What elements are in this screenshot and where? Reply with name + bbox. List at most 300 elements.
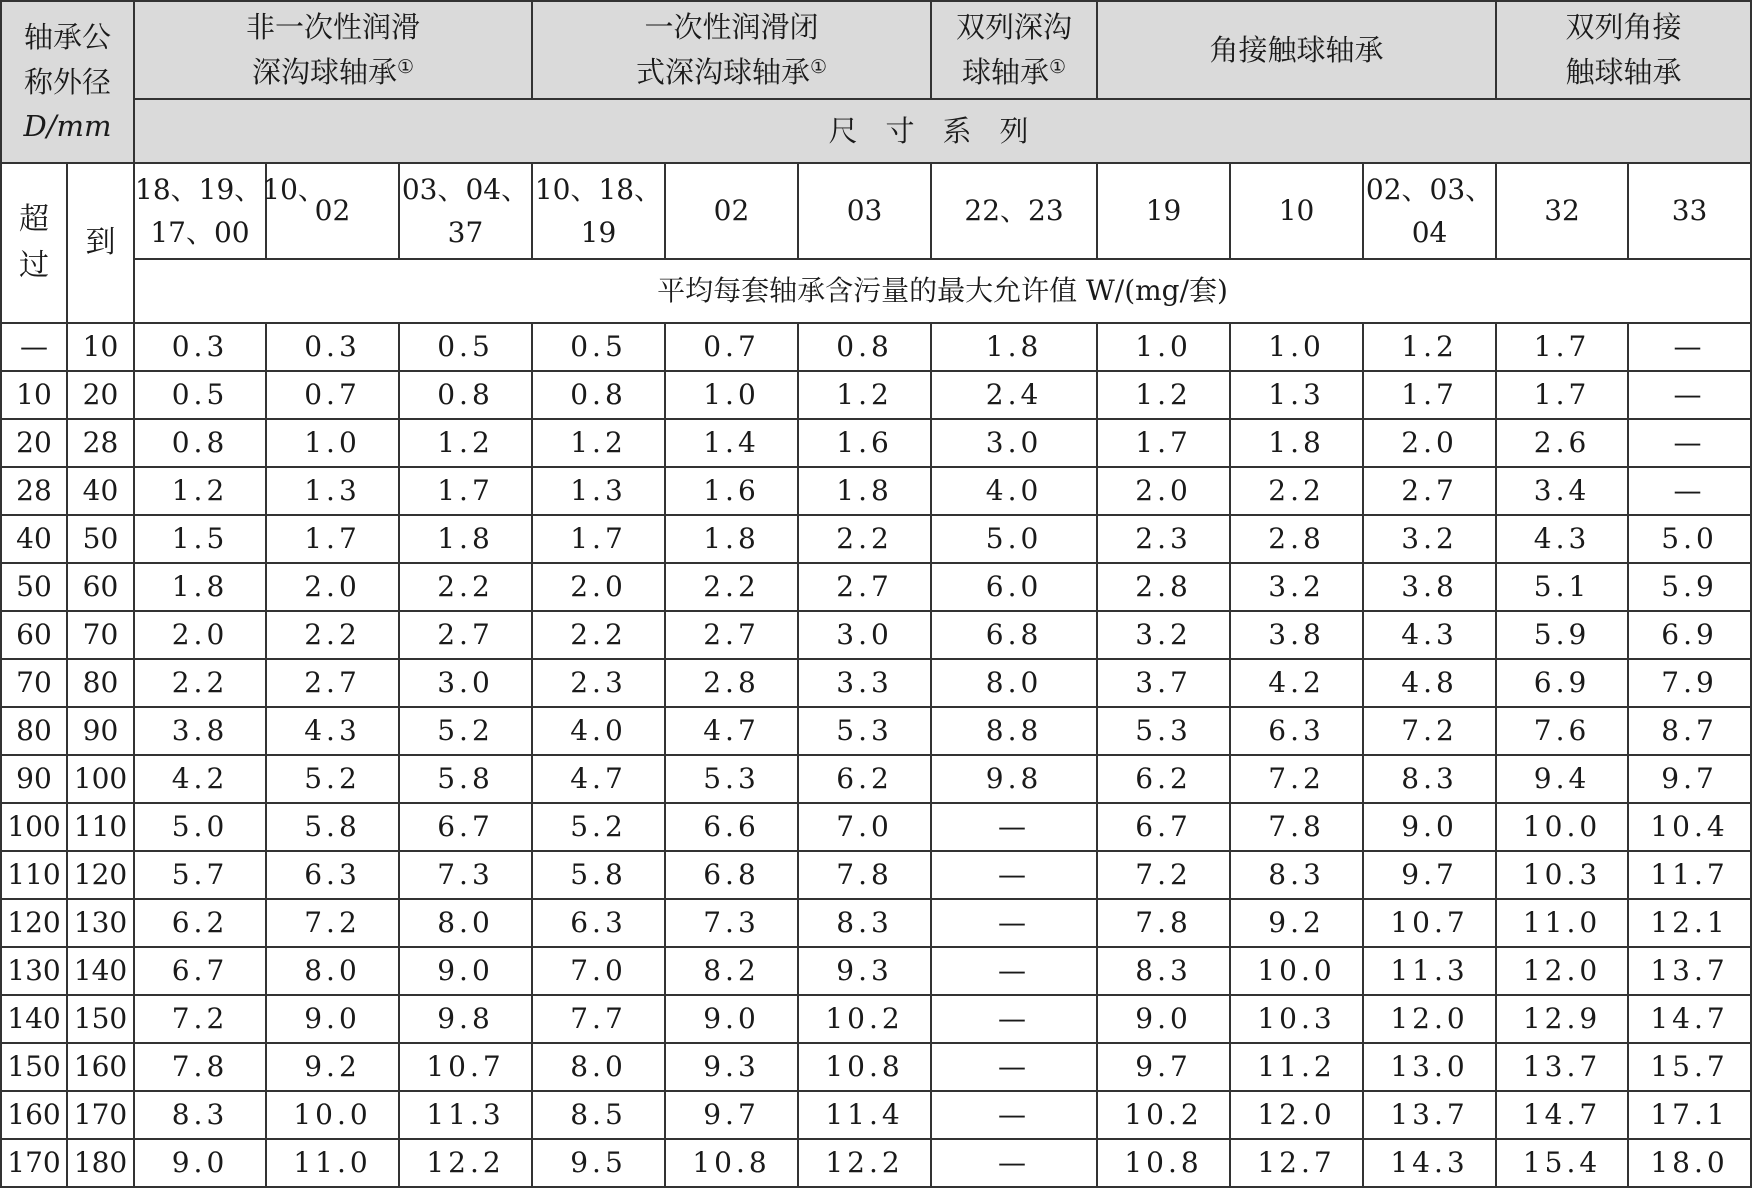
range-from-cell: 20 bbox=[1, 419, 67, 467]
series-header-line: 33 bbox=[1671, 194, 1708, 228]
range-from-label-char: 过 bbox=[19, 248, 49, 283]
value-cell: 10.3 bbox=[1230, 995, 1363, 1043]
value-cell: 3.8 bbox=[134, 707, 266, 755]
group-header-text: 式深沟球轴承 bbox=[635, 55, 810, 89]
value-cell: 9.8 bbox=[399, 995, 532, 1043]
value-cell: 10.2 bbox=[1097, 1091, 1230, 1139]
series-header-cell bbox=[1097, 163, 1230, 259]
value-cell: 2.0 bbox=[134, 611, 266, 659]
range-to-cell: 130 bbox=[67, 899, 134, 947]
range-to-cell: 90 bbox=[67, 707, 134, 755]
value-cell: 9.7 bbox=[1628, 755, 1751, 803]
value-cell: 9.0 bbox=[1363, 803, 1496, 851]
range-from-cell: 160 bbox=[1, 1091, 67, 1139]
value-cell: 7.9 bbox=[1628, 659, 1751, 707]
value-cell: 1.3 bbox=[532, 467, 665, 515]
value-cell: 1.2 bbox=[532, 419, 665, 467]
range-from-cell: 60 bbox=[1, 611, 67, 659]
value-cell: 6.3 bbox=[532, 899, 665, 947]
value-cell: 1.2 bbox=[399, 419, 532, 467]
range-to-cell: 28 bbox=[67, 419, 134, 467]
value-cell: — bbox=[931, 1091, 1097, 1139]
table-row bbox=[1, 659, 1751, 707]
value-cell: 7.8 bbox=[1230, 803, 1363, 851]
value-cell: 9.3 bbox=[665, 1043, 798, 1091]
value-cell: 2.2 bbox=[134, 659, 266, 707]
value-cell: 1.8 bbox=[665, 515, 798, 563]
value-cell: 11.3 bbox=[1363, 947, 1496, 995]
corner-header-cell bbox=[1, 1, 134, 163]
value-cell: 2.0 bbox=[266, 563, 399, 611]
table-body bbox=[1, 1, 1751, 1187]
value-cell: 1.0 bbox=[266, 419, 399, 467]
series-header-line: 03、04、 bbox=[401, 172, 530, 206]
value-cell: 6.8 bbox=[665, 851, 798, 899]
value-cell: 0.8 bbox=[532, 371, 665, 419]
value-cell: — bbox=[1628, 371, 1751, 419]
range-from-cell: 120 bbox=[1, 899, 67, 947]
table-row bbox=[1, 611, 1751, 659]
value-cell: 9.2 bbox=[1230, 899, 1363, 947]
series-header-line: 02 bbox=[314, 194, 351, 228]
value-cell: 3.4 bbox=[1496, 467, 1628, 515]
value-cell: 4.8 bbox=[1363, 659, 1496, 707]
value-cell: 13.7 bbox=[1363, 1091, 1496, 1139]
value-cell: 0.5 bbox=[532, 323, 665, 371]
value-cell: 9.0 bbox=[399, 947, 532, 995]
table-row bbox=[1, 899, 1751, 947]
range-from-cell: 100 bbox=[1, 803, 67, 851]
range-to-cell: 110 bbox=[67, 803, 134, 851]
value-cell: 2.8 bbox=[665, 659, 798, 707]
group-header-line: 非一次性润滑 bbox=[245, 10, 420, 45]
value-cell: 6.9 bbox=[1628, 611, 1751, 659]
value-cell: 5.8 bbox=[532, 851, 665, 899]
table-row bbox=[1, 707, 1751, 755]
range-from-cell: 28 bbox=[1, 467, 67, 515]
value-cell: 2.8 bbox=[1230, 515, 1363, 563]
value-cell: 5.1 bbox=[1496, 563, 1628, 611]
value-cell: 11.7 bbox=[1628, 851, 1751, 899]
group-header-line: 双列角接 bbox=[1565, 10, 1682, 45]
value-cell: 4.2 bbox=[1230, 659, 1363, 707]
table-row bbox=[1, 467, 1751, 515]
series-header-cell bbox=[1496, 163, 1628, 259]
range-to-cell: 80 bbox=[67, 659, 134, 707]
range-from-cell: 110 bbox=[1, 851, 67, 899]
value-cell: 8.0 bbox=[399, 899, 532, 947]
value-cell: 1.0 bbox=[1097, 323, 1230, 371]
value-cell: 7.2 bbox=[266, 899, 399, 947]
value-cell: — bbox=[1628, 419, 1751, 467]
value-cell: 15.7 bbox=[1628, 1043, 1751, 1091]
value-cell: 7.0 bbox=[798, 803, 931, 851]
value-cell: 7.2 bbox=[1363, 707, 1496, 755]
value-cell: 3.0 bbox=[798, 611, 931, 659]
value-cell: 14.7 bbox=[1628, 995, 1751, 1043]
value-cell: 5.2 bbox=[399, 707, 532, 755]
table-row bbox=[1, 419, 1751, 467]
value-cell: 5.3 bbox=[798, 707, 931, 755]
value-cell: 2.0 bbox=[1097, 467, 1230, 515]
value-cell: 12.2 bbox=[399, 1139, 532, 1187]
range-to-cell: 20 bbox=[67, 371, 134, 419]
value-cell: 7.2 bbox=[1097, 851, 1230, 899]
series-header-line: 19 bbox=[580, 216, 617, 249]
group-header-line bbox=[135, 50, 531, 95]
group-header-angular-contact bbox=[1097, 1, 1496, 99]
value-cell: 10.0 bbox=[266, 1091, 399, 1139]
value-cell: 14.3 bbox=[1363, 1139, 1496, 1187]
value-cell: 1.6 bbox=[665, 467, 798, 515]
value-cell: 7.8 bbox=[134, 1043, 266, 1091]
value-cell: 4.7 bbox=[532, 755, 665, 803]
series-header-line: 02、03、 bbox=[1365, 172, 1494, 206]
range-from-cell: 90 bbox=[1, 755, 67, 803]
value-cell: 1.8 bbox=[1230, 419, 1363, 467]
value-cell: 10.4 bbox=[1628, 803, 1751, 851]
table-row bbox=[1, 1043, 1751, 1091]
value-cell: 9.0 bbox=[665, 995, 798, 1043]
value-cell: 1.7 bbox=[399, 467, 532, 515]
value-cell: 6.7 bbox=[399, 803, 532, 851]
group-header-text: 深沟球轴承 bbox=[251, 55, 397, 89]
value-cell: 13.0 bbox=[1363, 1043, 1496, 1091]
footnote-marker: ① bbox=[810, 56, 828, 78]
value-cell: 5.8 bbox=[399, 755, 532, 803]
range-from-cell: 140 bbox=[1, 995, 67, 1043]
value-cell: 2.7 bbox=[1363, 467, 1496, 515]
value-cell: 9.5 bbox=[532, 1139, 665, 1187]
series-header-line: 19 bbox=[1145, 194, 1182, 228]
value-cell: 9.7 bbox=[665, 1091, 798, 1139]
range-to-cell: 150 bbox=[67, 995, 134, 1043]
series-header-cell bbox=[1363, 163, 1496, 259]
value-cell: — bbox=[931, 803, 1097, 851]
value-cell: 8.3 bbox=[134, 1091, 266, 1139]
range-from-cell: 70 bbox=[1, 659, 67, 707]
value-cell: 10.8 bbox=[665, 1139, 798, 1187]
table-row bbox=[1, 1091, 1751, 1139]
series-header-line: 03 bbox=[846, 194, 883, 228]
value-cell: 7.6 bbox=[1496, 707, 1628, 755]
value-cell: 8.3 bbox=[798, 899, 931, 947]
value-cell: 9.4 bbox=[1496, 755, 1628, 803]
value-cell: 6.0 bbox=[931, 563, 1097, 611]
value-cell: 1.3 bbox=[1230, 371, 1363, 419]
value-cell: 12.7 bbox=[1230, 1139, 1363, 1187]
table-row bbox=[1, 947, 1751, 995]
table-row bbox=[1, 803, 1751, 851]
series-header-line: 10 bbox=[1278, 194, 1315, 228]
series-header-line: 04 bbox=[1411, 216, 1448, 249]
value-cell: 1.8 bbox=[134, 563, 266, 611]
value-cell: 2.2 bbox=[1230, 467, 1363, 515]
value-cell: 8.8 bbox=[931, 707, 1097, 755]
value-cell: 3.2 bbox=[1363, 515, 1496, 563]
value-cell: 11.4 bbox=[798, 1091, 931, 1139]
value-cell: 2.7 bbox=[266, 659, 399, 707]
value-cell: 4.3 bbox=[1496, 515, 1628, 563]
value-cell: 5.7 bbox=[134, 851, 266, 899]
value-cell: 4.7 bbox=[665, 707, 798, 755]
value-cell: 6.8 bbox=[931, 611, 1097, 659]
group-header-line: 触球轴承 bbox=[1565, 55, 1682, 89]
group-header-text: 球轴承 bbox=[962, 55, 1050, 89]
corner-label-line: 轴承公 bbox=[23, 19, 111, 54]
value-cell: 1.7 bbox=[1496, 371, 1628, 419]
value-cell: 0.8 bbox=[399, 371, 532, 419]
value-cell: 4.0 bbox=[532, 707, 665, 755]
series-header-cell bbox=[532, 163, 665, 259]
range-to-header: 到 bbox=[67, 163, 134, 323]
series-header-cell bbox=[931, 163, 1097, 259]
value-cell: 1.2 bbox=[1363, 323, 1496, 371]
value-cell: 2.2 bbox=[266, 611, 399, 659]
range-from-cell: 130 bbox=[1, 947, 67, 995]
value-cell: 0.5 bbox=[134, 371, 266, 419]
corner-label-line: D/mm bbox=[23, 109, 112, 144]
value-cell: 2.3 bbox=[1097, 515, 1230, 563]
table-row bbox=[1, 371, 1751, 419]
series-header-cell bbox=[1230, 163, 1363, 259]
value-cell: 7.8 bbox=[1097, 899, 1230, 947]
value-cell: 2.7 bbox=[665, 611, 798, 659]
value-cell: 13.7 bbox=[1496, 1043, 1628, 1091]
value-cell: 3.3 bbox=[798, 659, 931, 707]
value-cell: 11.0 bbox=[266, 1139, 399, 1187]
range-from-cell: 50 bbox=[1, 563, 67, 611]
group-header-line bbox=[932, 50, 1096, 95]
series-header-line: 32 bbox=[1544, 194, 1580, 228]
value-cell: 5.9 bbox=[1496, 611, 1628, 659]
range-from-header bbox=[1, 163, 67, 323]
value-cell: 13.7 bbox=[1628, 947, 1751, 995]
value-cell: 10.7 bbox=[399, 1043, 532, 1091]
value-cell: 1.7 bbox=[532, 515, 665, 563]
value-cell: 9.0 bbox=[1097, 995, 1230, 1043]
value-cell: 1.8 bbox=[399, 515, 532, 563]
value-cell: 1.2 bbox=[134, 467, 266, 515]
series-header-line: 10、18、 bbox=[534, 172, 663, 206]
value-cell: 1.2 bbox=[798, 371, 931, 419]
size-series-label: 尺寸系列 bbox=[134, 99, 1751, 163]
group-header-line: 角接触球轴承 bbox=[1209, 32, 1384, 67]
range-from-cell: 80 bbox=[1, 707, 67, 755]
value-cell: 0.3 bbox=[266, 323, 399, 371]
range-to-cell: 180 bbox=[67, 1139, 134, 1187]
value-cell: 6.2 bbox=[134, 899, 266, 947]
range-to-cell: 70 bbox=[67, 611, 134, 659]
value-cell: 15.4 bbox=[1496, 1139, 1628, 1187]
value-cell: 3.0 bbox=[399, 659, 532, 707]
value-cell: 1.7 bbox=[1496, 323, 1628, 371]
value-cell: 8.5 bbox=[532, 1091, 665, 1139]
series-header-cell bbox=[134, 163, 326, 259]
series-header-line: 02 bbox=[713, 194, 750, 228]
value-cell: 17.1 bbox=[1628, 1091, 1751, 1139]
value-cell: 7.0 bbox=[532, 947, 665, 995]
group-header-one-time-lubricated-sealed-deep-groove bbox=[532, 1, 931, 99]
value-cell: — bbox=[931, 1139, 1097, 1187]
value-cell: 6.2 bbox=[798, 755, 931, 803]
value-cell: 6.2 bbox=[1097, 755, 1230, 803]
value-cell: 5.8 bbox=[266, 803, 399, 851]
value-cell: 3.8 bbox=[1363, 563, 1496, 611]
value-cell: 11.2 bbox=[1230, 1043, 1363, 1091]
value-cell: 9.7 bbox=[1097, 1043, 1230, 1091]
value-cell: 11.0 bbox=[1496, 899, 1628, 947]
value-cell: 2.6 bbox=[1496, 419, 1628, 467]
range-to-cell: 10 bbox=[67, 323, 134, 371]
range-to-cell: 170 bbox=[67, 1091, 134, 1139]
value-cell: 10.3 bbox=[1496, 851, 1628, 899]
value-cell: 1.0 bbox=[1230, 323, 1363, 371]
value-cell: 2.0 bbox=[532, 563, 665, 611]
value-cell: 9.3 bbox=[798, 947, 931, 995]
value-cell: 12.9 bbox=[1496, 995, 1628, 1043]
value-cell: 3.7 bbox=[1097, 659, 1230, 707]
table-row bbox=[1, 995, 1751, 1043]
value-cell: — bbox=[1628, 467, 1751, 515]
value-cell: 1.5 bbox=[134, 515, 266, 563]
corner-label-line: 称外径 bbox=[23, 64, 111, 99]
series-header-line: 18、19、10、 bbox=[135, 172, 326, 206]
table-row bbox=[1, 515, 1751, 563]
value-cell: — bbox=[931, 1043, 1097, 1091]
value-cell: 1.4 bbox=[665, 419, 798, 467]
value-cell: 5.2 bbox=[532, 803, 665, 851]
value-cell: 9.2 bbox=[266, 1043, 399, 1091]
value-cell: 12.0 bbox=[1230, 1091, 1363, 1139]
value-cell: 1.8 bbox=[931, 323, 1097, 371]
value-cell: 0.8 bbox=[798, 323, 931, 371]
value-cell: — bbox=[931, 995, 1097, 1043]
value-cell: 1.7 bbox=[1363, 371, 1496, 419]
value-cell: 3.8 bbox=[1230, 611, 1363, 659]
table-row bbox=[1, 1139, 1751, 1187]
footnote-marker: ① bbox=[1049, 56, 1067, 78]
value-cell: 1.7 bbox=[266, 515, 399, 563]
range-to-cell: 140 bbox=[67, 947, 134, 995]
value-cell: 2.2 bbox=[798, 515, 931, 563]
footnote-marker: ① bbox=[396, 56, 415, 78]
value-cell: 0.7 bbox=[665, 323, 798, 371]
range-from-label-char: 超 bbox=[19, 201, 49, 237]
value-cell: 10.0 bbox=[1496, 803, 1628, 851]
value-cell: 1.7 bbox=[1097, 419, 1230, 467]
value-cell: 10.7 bbox=[1363, 899, 1496, 947]
range-to-cell: 60 bbox=[67, 563, 134, 611]
value-cell: 10.8 bbox=[798, 1043, 931, 1091]
value-cell: 7.2 bbox=[134, 995, 266, 1043]
value-cell: 8.3 bbox=[1230, 851, 1363, 899]
value-cell: 5.9 bbox=[1628, 563, 1751, 611]
value-cell: 9.8 bbox=[931, 755, 1097, 803]
value-cell: 5.2 bbox=[266, 755, 399, 803]
range-to-cell: 40 bbox=[67, 467, 134, 515]
value-cell: 7.3 bbox=[665, 899, 798, 947]
value-cell: 5.3 bbox=[665, 755, 798, 803]
group-header-double-row-angular-contact bbox=[1496, 1, 1751, 99]
value-cell: 9.7 bbox=[1363, 851, 1496, 899]
value-cell: 0.5 bbox=[399, 323, 532, 371]
value-cell: 5.3 bbox=[1097, 707, 1230, 755]
value-cell: 8.3 bbox=[1097, 947, 1230, 995]
value-cell: — bbox=[931, 947, 1097, 995]
value-cell: 7.7 bbox=[532, 995, 665, 1043]
value-cell: 2.2 bbox=[532, 611, 665, 659]
group-header-line: 双列深沟 bbox=[956, 10, 1073, 45]
value-cell: 8.3 bbox=[1363, 755, 1496, 803]
value-cell: 8.7 bbox=[1628, 707, 1751, 755]
value-cell: 2.8 bbox=[1097, 563, 1230, 611]
value-cell: 0.7 bbox=[266, 371, 399, 419]
value-cell: 6.9 bbox=[1496, 659, 1628, 707]
value-cell: — bbox=[931, 899, 1097, 947]
value-cell: 12.1 bbox=[1628, 899, 1751, 947]
value-cell: 8.0 bbox=[931, 659, 1097, 707]
value-cell: 10.0 bbox=[1230, 947, 1363, 995]
value-cell: 4.3 bbox=[1363, 611, 1496, 659]
value-cell: 5.0 bbox=[931, 515, 1097, 563]
value-cell: 2.2 bbox=[399, 563, 532, 611]
range-from-cell: 170 bbox=[1, 1139, 67, 1187]
value-cell: 1.3 bbox=[266, 467, 399, 515]
value-cell: 6.7 bbox=[1097, 803, 1230, 851]
value-cell: 4.3 bbox=[266, 707, 399, 755]
range-to-cell: 50 bbox=[67, 515, 134, 563]
value-cell: 14.7 bbox=[1496, 1091, 1628, 1139]
range-to-cell: 100 bbox=[67, 755, 134, 803]
value-cell: 12.0 bbox=[1363, 995, 1496, 1043]
value-cell: 7.3 bbox=[399, 851, 532, 899]
group-header-line bbox=[533, 50, 930, 95]
value-label-row bbox=[1, 259, 1751, 323]
value-cell: — bbox=[931, 851, 1097, 899]
value-cell: 6.3 bbox=[1230, 707, 1363, 755]
value-cell: 3.2 bbox=[1230, 563, 1363, 611]
value-label: 平均每套轴承含污量的最大允许值 W/(mg/套) bbox=[134, 259, 1751, 323]
value-cell: 4.2 bbox=[134, 755, 266, 803]
value-cell: 12.2 bbox=[798, 1139, 931, 1187]
group-header-double-row-deep-groove bbox=[931, 1, 1097, 99]
series-row bbox=[1, 163, 1751, 259]
range-to-cell: 120 bbox=[67, 851, 134, 899]
range-from-cell: 150 bbox=[1, 1043, 67, 1091]
value-cell: 8.0 bbox=[532, 1043, 665, 1091]
value-cell: 18.0 bbox=[1628, 1139, 1751, 1187]
value-cell: 1.8 bbox=[798, 467, 931, 515]
value-cell: 1.2 bbox=[1097, 371, 1230, 419]
value-cell: 3.2 bbox=[1097, 611, 1230, 659]
table-row bbox=[1, 323, 1751, 371]
table-row bbox=[1, 755, 1751, 803]
value-cell: 4.0 bbox=[931, 467, 1097, 515]
value-cell: 0.3 bbox=[134, 323, 266, 371]
group-header-non-one-time-lubricated-deep-groove bbox=[134, 1, 532, 99]
value-cell: 9.0 bbox=[266, 995, 399, 1043]
value-cell: 2.3 bbox=[532, 659, 665, 707]
value-cell: 2.7 bbox=[399, 611, 532, 659]
range-from-cell: 10 bbox=[1, 371, 67, 419]
series-header-cell bbox=[798, 163, 931, 259]
value-cell: 8.0 bbox=[266, 947, 399, 995]
value-cell: 6.7 bbox=[134, 947, 266, 995]
value-cell: 0.8 bbox=[134, 419, 266, 467]
value-cell: 11.3 bbox=[399, 1091, 532, 1139]
table-row bbox=[1, 563, 1751, 611]
